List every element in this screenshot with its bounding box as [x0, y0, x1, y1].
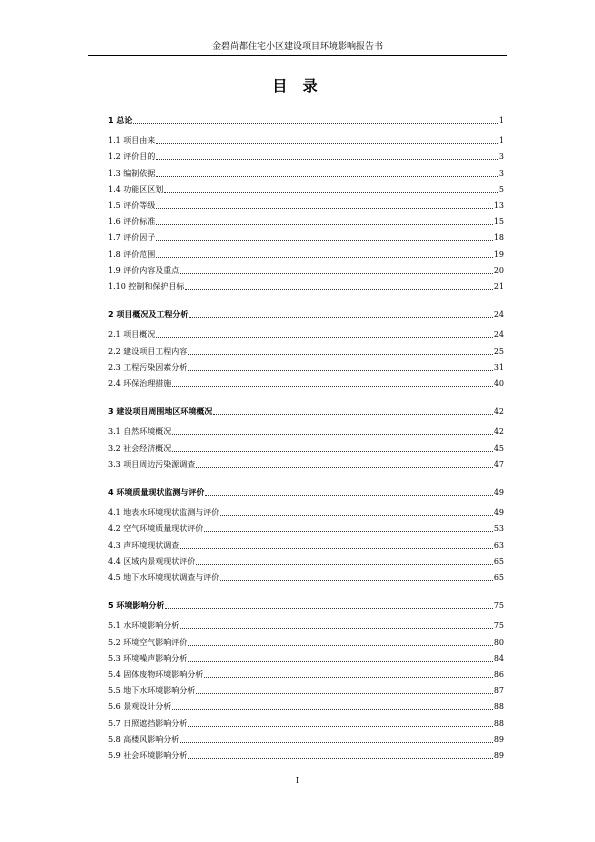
toc-entry-page: 75: [493, 601, 504, 611]
toc-entry-label: 5.6 景观设计分析: [108, 702, 172, 712]
toc-entry-page: 80: [493, 637, 504, 647]
page-number: I: [295, 776, 300, 785]
toc-dot-leader: [188, 354, 493, 355]
toc-entry-label: 5.1 水环境影响分析: [108, 621, 180, 631]
toc-entry-page: 21: [493, 282, 504, 291]
toc-entry-label: 4 环境质量现状监测与评价: [108, 488, 205, 497]
toc-entry-page: 13: [493, 201, 504, 210]
toc-entry-label: 5.3 环境噪声影响分析: [108, 653, 188, 663]
toc-section-entry[interactable]: [108, 749, 504, 761]
toc-entry-page: 20: [493, 265, 504, 275]
toc-section-entry[interactable]: [108, 345, 504, 357]
toc-dot-leader: [133, 123, 498, 124]
toc-entry-page: 42: [493, 407, 504, 417]
toc-chapter-entry[interactable]: [108, 599, 504, 611]
toc-entry-label: 1.1 项目由来: [108, 136, 156, 146]
toc-dot-leader: [180, 548, 493, 549]
toc-section-entry[interactable]: [108, 668, 504, 680]
toc-entry-label: 1.5 评价等级: [108, 201, 156, 210]
toc-dot-leader: [220, 580, 493, 581]
toc-dot-leader: [172, 451, 493, 452]
toc-dot-leader: [156, 240, 493, 241]
toc-entry-label: 1.9 评价内容及重点: [108, 265, 180, 275]
toc-dot-leader: [213, 414, 492, 415]
toc-entry-label: 5 环境影响分析: [108, 601, 165, 611]
toc-section-entry[interactable]: [108, 264, 504, 276]
toc-entry-page: 18: [493, 233, 504, 243]
toc-section-entry[interactable]: [108, 506, 504, 518]
toc-section-entry[interactable]: [108, 636, 504, 648]
toc-section-entry[interactable]: [108, 167, 504, 179]
toc-entry-label: 3.1 自然环境概况: [108, 427, 172, 437]
toc-entry-page: 24: [493, 310, 504, 320]
toc-section-entry[interactable]: [108, 215, 504, 227]
toc-entry-label: 1.7 评价因子: [108, 233, 156, 243]
toc-entry-page: 1: [498, 136, 504, 146]
toc-dot-leader: [180, 273, 493, 274]
toc-section-entry[interactable]: [108, 425, 504, 437]
toc-entry-label: 4.2 空气环境质量现状评价: [108, 524, 204, 534]
toc-dot-leader: [189, 317, 492, 318]
toc-entry-page: 19: [493, 249, 504, 259]
toc-entry-label: 3.2 社会经济概况: [108, 443, 172, 453]
toc-entry-label: 2.4 环保治理措施: [108, 379, 172, 388]
toc-entry-label: 1.6 评价标准: [108, 217, 156, 227]
toc-dot-leader: [220, 515, 493, 516]
toc-entry-label: 3 建设项目周围地区环境概况: [108, 407, 213, 417]
toc-dot-leader: [172, 434, 493, 435]
toc-entry-label: 3.3 项目周边污染源调查: [108, 459, 196, 469]
toc-entry-label: 1.8 评价范围: [108, 249, 156, 259]
toc-entry-page: 89: [493, 734, 504, 744]
toc-dot-leader: [180, 628, 493, 629]
toc-section-entry[interactable]: [108, 134, 504, 146]
toc-dot-leader: [180, 742, 493, 743]
toc-entry-page: 15: [493, 217, 504, 227]
toc-entry-page: 5: [498, 184, 504, 194]
toc-entry-label: 5.4 固体废物环境影响分析: [108, 670, 204, 679]
toc-entry-page: 63: [493, 540, 504, 550]
toc-entry-page: 25: [493, 346, 504, 356]
toc-entry-page: 24: [493, 330, 504, 340]
toc-entry-label: 1 总论: [108, 116, 133, 125]
toc-entry-page: 31: [493, 362, 504, 372]
toc-entry-page: 53: [493, 524, 504, 534]
toc-entry-page: 49: [493, 508, 504, 518]
toc-entry-page: 86: [493, 670, 504, 679]
toc-dot-leader: [204, 677, 493, 678]
toc-section-entry[interactable]: [108, 458, 504, 470]
toc-dot-leader: [205, 495, 492, 496]
toc-section-entry[interactable]: [108, 717, 504, 729]
toc-section-entry[interactable]: [108, 183, 504, 195]
toc-entry-label: 5.9 社会环境影响分析: [108, 751, 188, 760]
toc-section-entry[interactable]: [108, 199, 504, 211]
toc-entry-label: 1.2 评价目的: [108, 152, 156, 162]
toc-section-entry[interactable]: [108, 377, 504, 389]
toc-section-entry[interactable]: [108, 619, 504, 631]
toc-section-entry[interactable]: [108, 442, 504, 454]
toc-dot-leader: [188, 661, 493, 662]
toc-dot-leader: [204, 531, 493, 532]
toc-entry-label: 1.10 控制和保护目标: [108, 282, 185, 291]
toc-dot-leader: [156, 176, 498, 177]
toc-section-entry[interactable]: [108, 231, 504, 243]
toc-entry-page: 3: [498, 152, 504, 162]
toc-entry-page: 1: [498, 116, 504, 125]
toc-section-entry[interactable]: [108, 522, 504, 534]
toc-dot-leader: [188, 370, 493, 371]
toc-section-entry[interactable]: [108, 280, 504, 292]
toc-dot-leader: [196, 467, 493, 468]
toc-chapter-entry[interactable]: [108, 486, 504, 498]
toc-entry-label: 5.2 环境空气影响评价: [108, 637, 188, 647]
toc-entry-label: 2 项目概况及工程分析: [108, 310, 189, 320]
toc-dot-leader: [185, 289, 492, 290]
toc-entry-page: 40: [493, 379, 504, 388]
toc-entry-page: 89: [493, 751, 504, 760]
toc-entry-page: 49: [493, 488, 504, 497]
toc-dot-leader: [156, 159, 498, 160]
toc-entry-label: 5.8 高楼风影响分析: [108, 734, 180, 744]
toc-entry-label: 4.1 地表水环境现状监测与评价: [108, 508, 220, 518]
toc-dot-leader: [188, 726, 493, 727]
toc-section-entry[interactable]: [108, 150, 504, 162]
toc-entry-page: 88: [493, 718, 504, 728]
toc-entry-page: 65: [493, 556, 504, 566]
toc-dot-leader: [188, 758, 493, 759]
toc-entry-page: 45: [493, 443, 504, 453]
toc-entry-page: 87: [493, 686, 504, 696]
toc-dot-leader: [156, 224, 493, 225]
toc-entry-page: 84: [493, 653, 504, 663]
toc-entry-page: 88: [493, 702, 504, 712]
running-header: 金碧尚都住宅小区建设项目环境影响报告书: [211, 42, 383, 52]
toc-dot-leader: [188, 645, 493, 646]
toc-dot-leader: [172, 709, 493, 710]
header-rule: [88, 55, 507, 56]
toc-section-entry[interactable]: [108, 733, 504, 745]
toc-section-entry[interactable]: [108, 328, 504, 340]
toc-entry-label: 1.3 编制依据: [108, 168, 156, 178]
toc-entry-label: 2.1 项目概况: [108, 330, 156, 340]
toc-entry-label: 5.5 地下水环境影响分析: [108, 686, 196, 696]
toc-section-entry[interactable]: [108, 652, 504, 664]
toc-title: 目 录: [272, 77, 323, 95]
toc-entry-label: 5.7 日照遮挡影响分析: [108, 718, 188, 728]
toc-entry-page: 3: [498, 168, 504, 178]
toc-dot-leader: [165, 608, 492, 609]
toc-entry-label: 2.2 建设项目工程内容: [108, 346, 188, 356]
toc-section-entry[interactable]: [108, 684, 504, 696]
toc-entry-label: 4.3 声环境现状调查: [108, 540, 180, 550]
toc-dot-leader: [172, 386, 493, 387]
toc-dot-leader: [196, 564, 493, 565]
toc-entry-label: 2.3 工程污染因素分析: [108, 362, 188, 372]
toc-dot-leader: [156, 208, 493, 209]
toc-entry-page: 47: [493, 459, 504, 469]
toc-entry-page: 75: [493, 621, 504, 631]
toc-dot-leader: [164, 192, 498, 193]
toc-entry-label: 1.4 功能区区划: [108, 184, 164, 194]
toc-section-entry[interactable]: [108, 700, 504, 712]
toc-section-entry[interactable]: [108, 571, 504, 583]
toc-entry-label: 4.5 地下水环境现状调查与评价: [108, 573, 220, 582]
toc-entry-page: 65: [493, 573, 504, 582]
toc-section-entry[interactable]: [108, 555, 504, 567]
toc-dot-leader: [156, 337, 493, 338]
toc-dot-leader: [156, 143, 498, 144]
toc-section-entry[interactable]: [108, 539, 504, 551]
toc-section-entry[interactable]: [108, 361, 504, 373]
toc-chapter-entry[interactable]: [108, 405, 504, 417]
toc-chapter-entry[interactable]: [108, 308, 504, 320]
toc-dot-leader: [156, 257, 493, 258]
toc-chapter-entry[interactable]: [108, 114, 504, 126]
toc-entry-label: 4.4 区域内景观现状评价: [108, 556, 196, 566]
toc-dot-leader: [196, 693, 493, 694]
toc-entry-page: 42: [493, 427, 504, 437]
toc-section-entry[interactable]: [108, 248, 504, 260]
